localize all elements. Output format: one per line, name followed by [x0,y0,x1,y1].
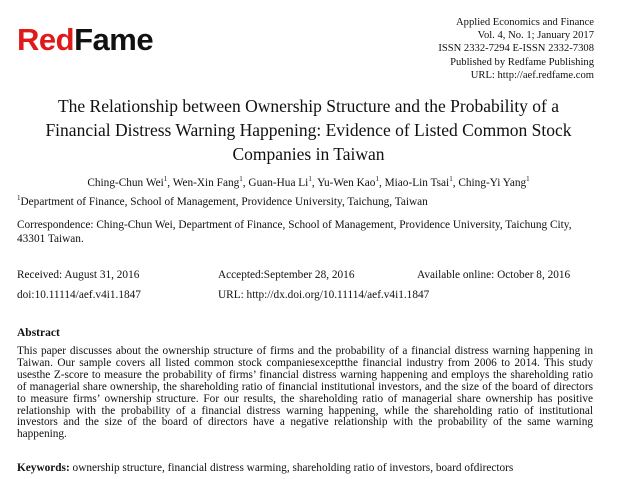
author-affil-mark: 1 [375,175,379,184]
abstract-heading: Abstract [17,327,60,339]
abstract-text: This paper discusses about the ownership structure of firms and the probability of a financial distress warning happening in Taiwan. Our sample covers all listed common stock companiesexceptthe financial industry from 2006 to 2014. This study usesthe Z-score to measure the probability of firms’ financial distress warning happening and employs the shareholding ratio of managerial share ownership, the shareholding ratio of financial institutional investors, and the size of the board of directors to measure firms’ ownership structure. For our results, the shareholding ratio of managerial share ownership has positive relationship with the probability of a financial distress warning happening, while the shareholding ratio of institutional investors and the size of the board of directors have a negative relationship with the probability of the same warning happening. [17,345,593,441]
author-list: Ching-Chun Wei$^1$, Wen-Xin Fang$^1$, Guan-Hua Li$^1$, Yu-Wen Kao$^1$, Miao-Lin Tsai$^1$, Ching-Yi Yang$^1$ [87,175,530,189]
author-affil-mark: 1 [308,175,312,184]
received-date: Received: August 31, 2016 [17,269,140,281]
keywords-text: ownership structure, financial distress warming, shareholding ratio of investors, board ofdirectors [72,462,514,474]
correspondence: Correspondence: Ching-Chun Wei, Department of Finance, School of Management, Providence University, Taichung City, 43301 Taiwan. [17,219,572,245]
logo-red-part: Red [17,22,75,57]
journal-issn: ISSN 2332-7294 E-ISSN 2332-7308 [438,43,594,55]
affiliation-text: Department of Finance, School of Management, Providence University, Taichung, Taiwan [20,196,428,208]
journal-volume: Vol. 4, No. 1; January 2017 [477,30,594,42]
affiliation-mark: 1 [17,194,21,203]
paper-title [10,94,607,166]
keywords [17,462,513,474]
author-affil-mark: 1 [163,175,168,184]
author-name: Ching-Chun Wei [87,177,164,189]
journal-url[interactable]: URL: http://aef.redfame.com [470,69,594,81]
author-name: Yu-Wen Kao [317,177,376,189]
journal-publisher: Published by Redfame Publishing [450,56,594,68]
author-name: Miao-Lin Tsai [384,177,450,189]
keywords-label: Keywords: [17,462,70,474]
author-name: Ching-Yi Yang [458,177,527,189]
journal-name: Applied Economics and Finance [456,17,594,28]
title-line: The Relationship between Ownership Structure and the Probability of a [57,96,560,116]
affiliation [17,196,428,208]
online-date: Available online: October 8, 2016 [417,269,571,281]
title-line: Companies in Taiwan [232,144,385,164]
doi[interactable]: doi:10.11114/aef.v4i1.1847 [17,289,141,301]
doi-url[interactable]: URL: http://dx.doi.org/10.11114/aef.v4i1.1847 [218,289,430,301]
title-line: Financial Distress Warning Happening: Evidence of Listed Common Stock [45,120,572,140]
accepted-date: Accepted:September 28, 2016 [218,269,355,281]
journal-info [394,16,594,82]
author-name: Wen-Xin Fang [172,177,240,189]
author-affil-mark: 1 [449,175,453,184]
logo-black-part: Fame [74,22,154,57]
author-name: Guan-Hua Li [248,177,309,189]
author-affil-mark: 1 [239,175,243,184]
publisher-logo [17,24,153,55]
author-affil-mark: 1 [526,175,530,184]
